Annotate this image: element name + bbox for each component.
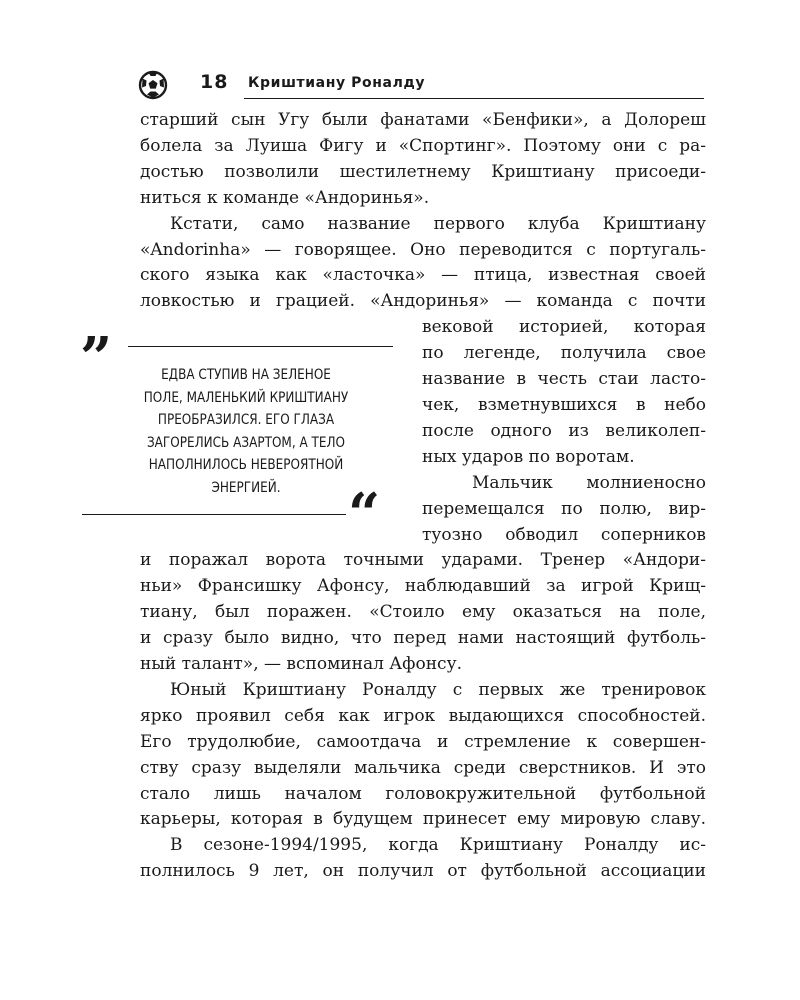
text-line: Его трудолюбие, самоотдача и стремление к совершен- [140, 731, 706, 752]
page-header [138, 70, 704, 100]
text-line: старший сын Угу были фанатами «Бенфики», а Долореш [140, 110, 706, 130]
quote-line: ЭНЕРГИЕЙ. [211, 479, 281, 496]
running-title: Криштиану Роналду [248, 75, 426, 91]
text-line: ловкостью и грацией. «Андоринья» — команда с почти [140, 291, 706, 312]
text-line: и поражал ворота точными ударами. Тренер «Андори- [140, 550, 706, 571]
text-line: название в честь стаи ласто- [422, 369, 706, 390]
text-line: ству сразу выделяли мальчика среди сверстников. И это [140, 757, 706, 778]
quote-line: НАПОЛНИЛОСЬ НЕВЕРОЯТНОЙ [148, 457, 344, 474]
text-line: по легенде, получила свое [422, 343, 706, 364]
text-line: чек, взметнувшихся в небо [422, 394, 706, 415]
text-line: болела за Луиша Фигу и «Спортинг». Поэтому они с ра- [140, 135, 706, 156]
quote-line: ЕДВА СТУПИВ НА ЗЕЛЕНОЕ [161, 367, 331, 383]
text-line: стало лишь началом головокружительной футбольной [140, 783, 706, 804]
text-line: туозно обводил соперников [422, 524, 706, 545]
text-line: ярко проявил себя как игрок выдающихся способностей. [140, 705, 706, 726]
header-rule [244, 98, 704, 99]
text-line: Кстати, само название первого клуба Криштиану [170, 213, 706, 234]
text-line: ных ударов по воротам. [422, 446, 635, 467]
text-line: вековой историей, которая [422, 317, 706, 338]
quote-rule-bottom [82, 514, 346, 515]
quote-line: ЗАГОРЕЛИСЬ АЗАРТОМ, А ТЕЛО [146, 434, 346, 451]
page-number: 18 [200, 71, 229, 93]
text-line: ского языка как «ласточка» — птица, известная своей [140, 265, 706, 286]
pull-quote [80, 325, 395, 547]
text-line: тиану, был поражен. «Стоило ему оказаться на поле, [140, 602, 706, 623]
text-line: В сезоне-1994/1995, когда Криштиану Роналду ис- [170, 835, 706, 856]
text-line: ниться к команде «Андоринья». [140, 187, 430, 208]
text-line: ньи» Франсишку Афонсу, наблюдавший за игрой Крищ- [140, 576, 706, 597]
quote-line: ПОЛЕ, МАЛЕНЬКИЙ КРИШТИАНУ [143, 389, 349, 406]
text-line: полнилось 9 лет, он получил от футбольной ассоциации [140, 861, 706, 882]
quote-close-mark: “ [348, 481, 381, 547]
soccer-ball-icon [138, 70, 168, 100]
pull-quote-text [120, 364, 371, 500]
text-line: ный талант», — вспоминал Афонсу. [140, 654, 462, 675]
text-line: и сразу было видно, что перед нами настоящий футболь- [140, 628, 706, 649]
quote-line: ПРЕОБРАЗИЛСЯ. ЕГО ГЛАЗА [157, 412, 335, 429]
text-line: Юный Криштиану Роналду с первых же тренировок [170, 679, 706, 700]
text-line: перемещался по полю, вир- [422, 498, 706, 519]
quote-open-mark: ” [80, 325, 113, 391]
text-line: достью позволили шестилетнему Криштиану присоеди- [140, 161, 706, 182]
text-line: после одного из великолеп- [422, 420, 706, 441]
text-line: Мальчик молниеносно [472, 472, 706, 493]
text-line: карьеры, которая в будущем принесет ему мировую славу. [140, 809, 706, 830]
text-line: «Andorinha» — говорящее. Оно переводится с португаль- [140, 239, 706, 260]
quote-rule-top [128, 346, 393, 347]
